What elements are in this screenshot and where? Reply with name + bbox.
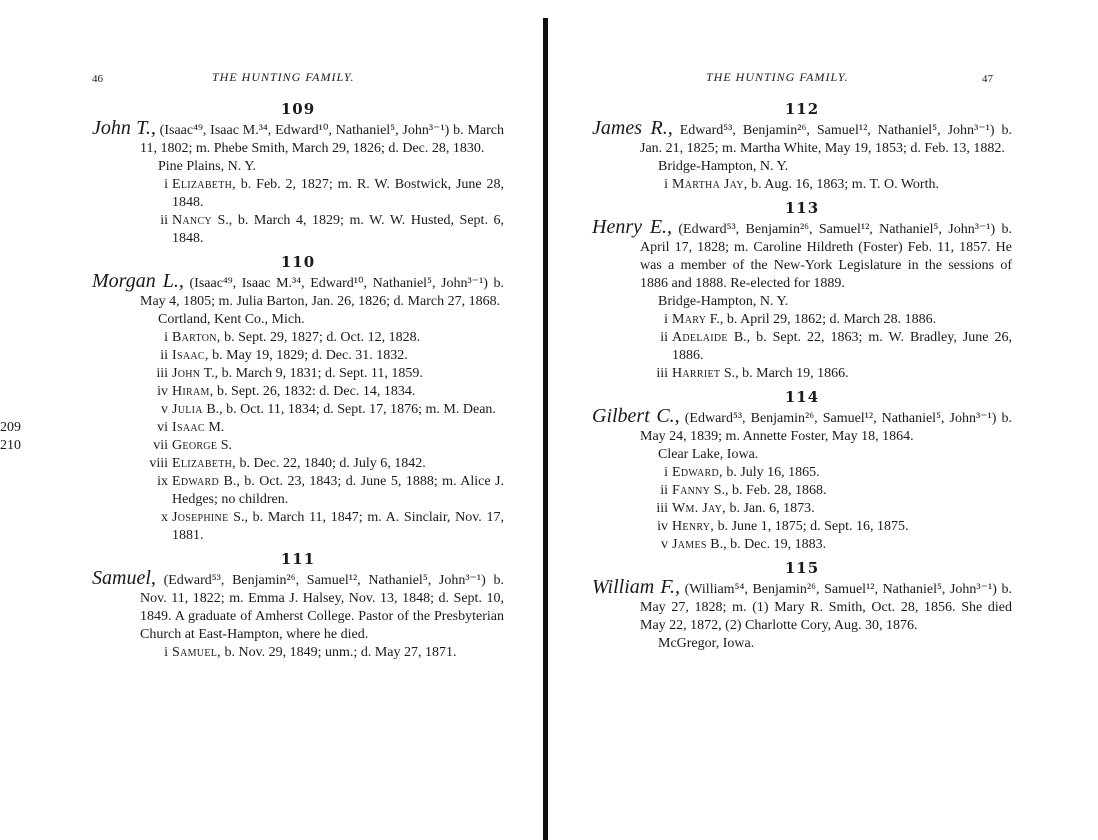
cross-reference-number: 209	[0, 420, 21, 435]
child-entry	[92, 176, 504, 212]
entry-number: 109	[280, 100, 316, 118]
child-ordinal: v	[661, 537, 668, 552]
child-details: b. July 16, 1865.	[722, 465, 820, 480]
entry-number: 115	[784, 559, 820, 577]
child-entry	[92, 473, 504, 509]
person-name: Gilbert C.,	[592, 405, 680, 427]
entry-parentage: (Edward⁵³, Benjamin²⁶, Samuel¹², Nathaniel⁵, John³⁻¹) b. April 17, 1828; m. Caroline Hildreth (Foster) Feb. 11, 1857. He was a member of the New-York Legislature in the sessions of 1886 and 1888. Re-elected for 1889.	[640, 222, 1012, 291]
child-ordinal: i	[164, 645, 168, 660]
child-name: Elizabeth,	[172, 456, 236, 471]
genealogy-entry	[592, 199, 1012, 383]
child-details: b. June 1, 1875; d. Sept. 16, 1875.	[714, 519, 909, 534]
child-name: Hiram,	[172, 384, 214, 399]
child-details: S., b. Feb. 28, 1868.	[710, 483, 827, 498]
child-details: S., b. March 4, 1829; m. W. W. Husted, Sept. 6, 1848.	[172, 213, 504, 246]
entry-number: 110	[280, 253, 316, 271]
child-ordinal: ii	[160, 213, 168, 228]
child-name: Harriet	[672, 366, 721, 381]
child-name: Barton,	[172, 330, 221, 345]
child-details: b. Nov. 29, 1849; unm.; d. May 27, 1871.	[220, 645, 457, 660]
genealogy-entry	[92, 550, 504, 662]
genealogy-entry	[92, 100, 504, 248]
entry-parentage: Edward⁵³, Benjamin²⁶, Samuel¹², Nathaniel⁵, John³⁻¹) b. Jan. 21, 1825; m. Martha White, May 19, 1853; d. Feb. 13, 1882.	[640, 123, 1012, 156]
child-ordinal: ii	[660, 483, 668, 498]
child-entry	[592, 464, 1012, 482]
child-ordinal: vii	[153, 438, 168, 453]
person-name: Samuel,	[92, 567, 156, 589]
child-ordinal: iii	[656, 366, 668, 381]
left-column	[0, 100, 505, 667]
child-entry	[592, 176, 1012, 194]
child-name: Martha Jay,	[672, 177, 748, 192]
child-details: S.	[217, 438, 233, 453]
child-details: b. May 19, 1829; d. Dec. 31. 1832.	[208, 348, 408, 363]
child-entry	[0, 437, 504, 455]
entry-heading	[92, 272, 504, 311]
person-name: John T.,	[92, 117, 156, 139]
child-entry	[92, 383, 504, 401]
child-name: Julia	[172, 402, 203, 417]
residence: Clear Lake, Iowa.	[658, 447, 759, 462]
child-name: Mary	[672, 312, 707, 327]
entry-heading	[592, 119, 1012, 158]
child-name: James	[672, 537, 707, 552]
genealogy-entry	[592, 100, 1012, 194]
person-name: Morgan L.,	[92, 270, 184, 292]
child-ordinal: i	[664, 465, 668, 480]
page-number: 46	[92, 73, 103, 85]
child-ordinal: iii	[156, 366, 168, 381]
entry-parentage: (William⁵⁴, Benjamin²⁶, Samuel¹², Nathaniel⁵, John³⁻¹) b. May 27, 1828; m. (1) Mary R. Smith, Oct. 28, 1856. She died May 22, 1872, (2) Charlotte Cory, Aug. 30, 1876.	[640, 582, 1012, 633]
child-name: Samuel,	[172, 645, 221, 660]
person-name: James R.,	[592, 117, 673, 139]
child-ordinal: ii	[660, 330, 668, 345]
entry-parentage: (Edward⁵³, Benjamin²⁶, Samuel¹², Nathaniel⁵, John³⁻¹) b. Nov. 11, 1822; m. Emma J. Halsey, Nov. 13, 1848; d. Sept. 10, 1849. A graduate of Amherst College. Pastor of the Presbyterian Church at East-Hampton, where he died.	[140, 573, 504, 642]
genealogy-entry	[592, 388, 1012, 554]
child-entry	[592, 482, 1012, 500]
entry-heading	[592, 578, 1012, 635]
child-name: Wm. Jay,	[672, 501, 726, 516]
child-entry	[92, 509, 504, 545]
child-details: b. Jan. 6, 1873.	[725, 501, 815, 516]
child-details: S., b. March 11, 1847; m. A. Sinclair, Nov. 17, 1881.	[172, 510, 504, 543]
child-entry	[92, 365, 504, 383]
cross-reference-number: 210	[0, 438, 21, 453]
child-ordinal: i	[164, 177, 168, 192]
entry-parentage: (Isaac⁴⁹, Isaac M.³⁴, Edward¹⁰, Nathaniel⁵, John³⁻¹) b. May 4, 1805; m. Julia Barton, Jan. 26, 1826; d. March 27, 1868.	[140, 276, 505, 309]
child-entry	[0, 419, 504, 437]
child-details: b. Feb. 2, 1827; m. R. W. Bostwick, June 28, 1848.	[172, 177, 504, 210]
residence: Bridge-Hampton, N. Y.	[658, 159, 789, 174]
child-details: B., b. Oct. 23, 1843; d. June 5, 1888; m. Alice J. Hedges; no children.	[172, 474, 504, 507]
book-gutter	[543, 18, 548, 840]
child-ordinal: i	[164, 330, 168, 345]
genealogy-entry	[592, 559, 1012, 653]
child-ordinal: v	[161, 402, 168, 417]
child-entry	[592, 536, 1012, 554]
child-name: Josephine	[172, 510, 229, 525]
child-ordinal: iv	[657, 519, 668, 534]
entry-number: 114	[784, 388, 820, 406]
child-ordinal: x	[161, 510, 168, 525]
child-details: B., b. Oct. 11, 1834; d. Sept. 17, 1876; m. M. Dean.	[202, 402, 496, 417]
entry-parentage: (Edward⁵³, Benjamin²⁶, Samuel¹², Nathaniel⁵, John³⁻¹) b. May 24, 1839; m. Annette Foster, May 18, 1864.	[640, 411, 1012, 444]
entry-number: 111	[280, 550, 316, 568]
child-entry	[592, 329, 1012, 365]
child-name: Elizabeth,	[172, 177, 236, 192]
right-page	[552, 0, 1098, 840]
child-details: b. Sept. 29, 1827; d. Oct. 12, 1828.	[220, 330, 421, 345]
person-name: Henry E.,	[592, 216, 673, 238]
child-ordinal: i	[664, 177, 668, 192]
left-page	[0, 0, 540, 840]
child-entry	[592, 518, 1012, 536]
child-entry	[92, 347, 504, 365]
child-ordinal: viii	[149, 456, 168, 471]
child-entry	[92, 329, 504, 347]
child-name: Isaac,	[172, 348, 209, 363]
child-entry	[92, 212, 504, 248]
child-details: b. Aug. 16, 1863; m. T. O. Worth.	[747, 177, 939, 192]
right-column	[592, 100, 1012, 658]
child-name: Edward,	[672, 465, 723, 480]
entry-heading	[92, 119, 504, 158]
child-details: T., b. March 9, 1831; d. Sept. 11, 1859.	[200, 366, 423, 381]
child-details: S., b. March 19, 1866.	[720, 366, 849, 381]
entry-parentage: (Isaac⁴⁹, Isaac M.³⁴, Edward¹⁰, Nathaniel⁵, John³⁻¹) b. March 11, 1802; m. Phebe Smith, March 29, 1826; d. Dec. 28, 1830.	[140, 123, 504, 156]
child-ordinal: iv	[157, 384, 168, 399]
child-name: Henry,	[672, 519, 715, 534]
child-details: B., b. Dec. 19, 1883.	[706, 537, 827, 552]
child-name: Edward	[172, 474, 220, 489]
child-details: F., b. April 29, 1862; d. March 28. 1886.	[706, 312, 937, 327]
entry-heading	[592, 218, 1012, 293]
child-details: b. Sept. 26, 1832: d. Dec. 14, 1834.	[213, 384, 416, 399]
running-head: THE HUNTING FAMILY.	[212, 70, 355, 84]
page-number: 47	[982, 73, 993, 85]
child-name: Adelaide	[672, 330, 728, 345]
child-name: George	[172, 438, 218, 453]
child-name: Nancy	[172, 213, 212, 228]
child-entry	[592, 311, 1012, 329]
residence: Bridge-Hampton, N. Y.	[658, 294, 789, 309]
child-details: b. Dec. 22, 1840; d. July 6, 1842.	[235, 456, 426, 471]
entry-heading	[92, 569, 504, 644]
genealogy-entry	[0, 253, 505, 545]
child-name: Fanny	[672, 483, 711, 498]
residence: Cortland, Kent Co., Mich.	[158, 312, 305, 327]
residence: McGregor, Iowa.	[658, 636, 755, 651]
child-name: John	[172, 366, 201, 381]
child-ordinal: ix	[157, 474, 168, 489]
child-entry	[92, 455, 504, 473]
child-ordinal: ii	[160, 348, 168, 363]
child-ordinal: i	[664, 312, 668, 327]
child-ordinal: vi	[157, 420, 168, 435]
entry-number: 112	[784, 100, 820, 118]
child-details: M.	[204, 420, 225, 435]
child-entry	[92, 401, 504, 419]
child-entry	[592, 365, 1012, 383]
child-name: Isaac	[172, 420, 205, 435]
child-entry	[92, 644, 504, 662]
person-name: William F.,	[592, 576, 680, 598]
child-ordinal: iii	[656, 501, 668, 516]
entry-number: 113	[784, 199, 820, 217]
residence: Pine Plains, N. Y.	[158, 159, 257, 174]
entry-heading	[592, 407, 1012, 446]
running-head: THE HUNTING FAMILY.	[706, 70, 849, 84]
child-details: B., b. Sept. 22, 1863; m. W. Bradley, June 26, 1886.	[672, 330, 1012, 363]
child-entry	[592, 500, 1012, 518]
